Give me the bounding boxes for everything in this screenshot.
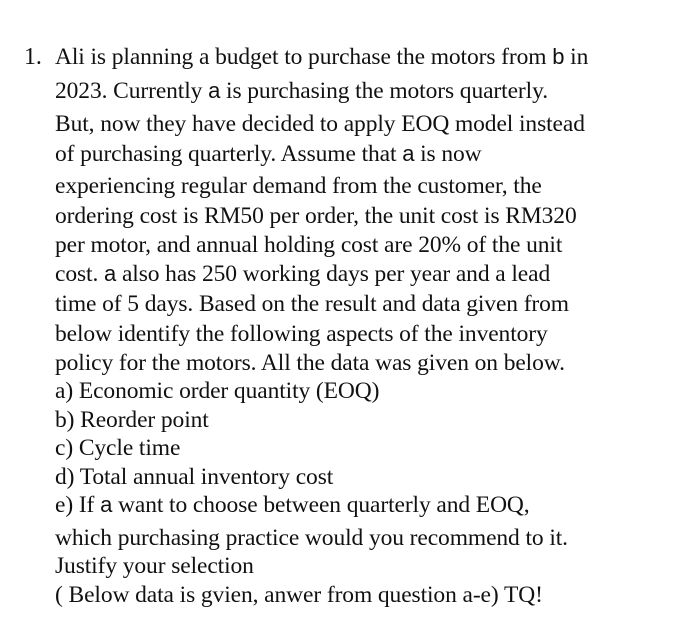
intro-line-10: below identify the following aspects of the inventory	[55, 321, 548, 347]
supplier-name: b	[552, 44, 565, 69]
intro-line-8	[55, 260, 550, 288]
intro-line-3: But, now they have decided to apply EOQ model instead	[55, 111, 585, 137]
intro-line-5: experiencing regular demand from the customer, the	[55, 173, 542, 199]
intro-line-6: ordering cost is RM50 per order, the unit cost is RM320	[55, 203, 577, 229]
part-e-line-1-a: e) If	[55, 492, 95, 518]
intro-line-2-a: 2023. Currently	[55, 78, 203, 104]
intro-line-2-b: is purchasing the motors quarterly.	[226, 78, 548, 104]
part-e-line-1-b: want to choose between quarterly and EOQ,	[118, 492, 530, 518]
company-name: a	[208, 78, 221, 103]
intro-line-4-b: is now	[420, 141, 482, 167]
part-b: b) Reorder point	[55, 407, 209, 433]
part-e-line-3: Justify your selection	[55, 553, 254, 579]
intro-line-11: policy for the motors. All the data was given on below.	[55, 350, 565, 376]
intro-line-4	[55, 140, 482, 168]
intro-line-4-a: of purchasing quarterly. Assume that	[55, 141, 397, 167]
intro-line-1-a: Ali is planning a budget to purchase the motors from	[55, 44, 547, 70]
part-d: d) Total annual inventory cost	[55, 464, 334, 490]
part-c: c) Cycle time	[55, 435, 181, 461]
part-a: a) Economic order quantity (EOQ)	[55, 378, 380, 404]
intro-line-1-b: in	[570, 44, 589, 70]
company-name: a	[402, 141, 415, 166]
intro-line-7: per motor, and annual holding cost are 20% of the unit	[55, 232, 563, 258]
part-e-line-1	[55, 491, 530, 519]
company-name: a	[100, 492, 113, 517]
company-name: a	[104, 261, 117, 286]
intro-line-9: time of 5 days. Based on the result and data given from	[55, 291, 569, 317]
data-note: ( Below data is gvien, anwer from question a-e) TQ!	[55, 582, 543, 608]
intro-line-8-b: also has 250 working days per year and a lead	[121, 261, 551, 287]
intro-line-8-a: cost.	[55, 261, 99, 287]
part-e-line-2: which purchasing practice would you recommend to it.	[55, 525, 568, 551]
intro-line-1	[55, 43, 588, 71]
intro-line-2	[55, 77, 548, 105]
question-number: 1.	[24, 44, 42, 70]
